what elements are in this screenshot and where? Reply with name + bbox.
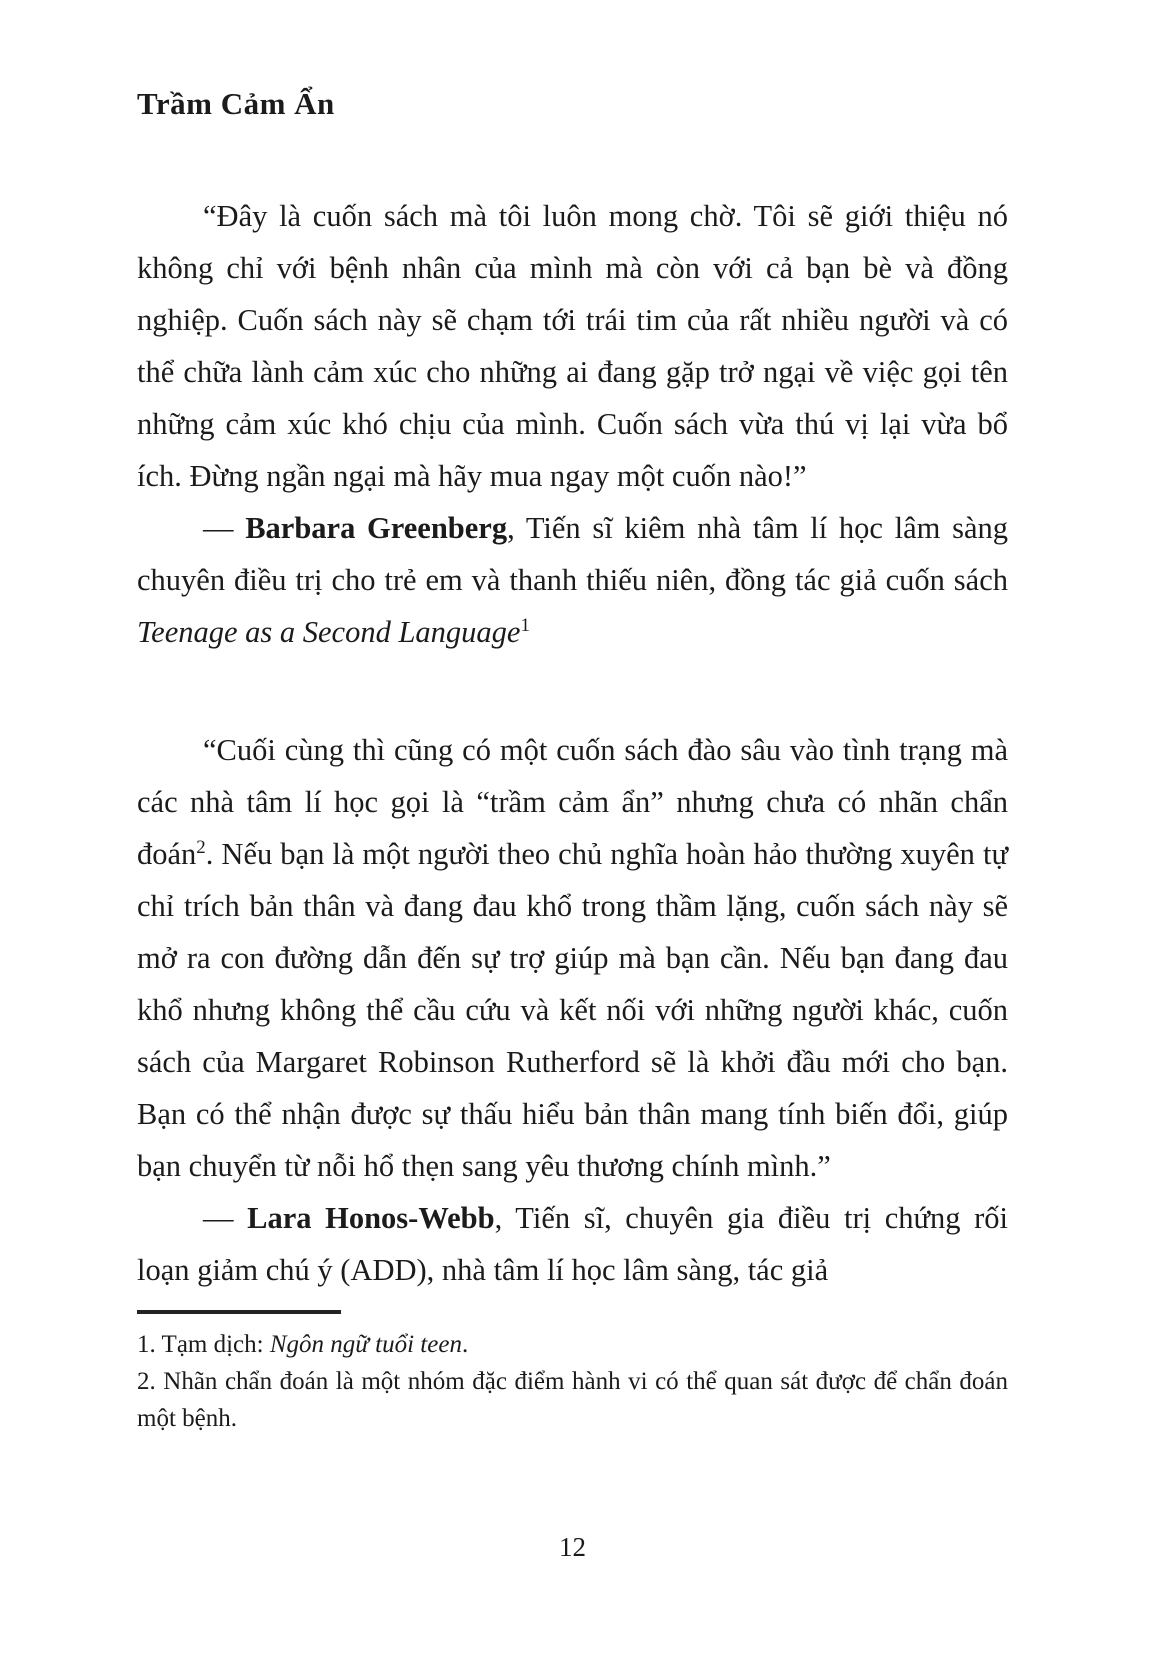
quote-2-text-part2: . Nếu bạn là một người theo chủ nghĩa hoàn hảo thường xuyên tự chỉ trích bản thân và đang đau khổ trong thầm lặng, cuốn sách này sẽ mở ra con đường dẫn đến sự trợ giúp mà bạn cần. Nếu bạn đang đau khổ nhưng không thể cầu cứu và kết nối với những người khác, cuốn sách của Margaret Robinson Rutherford sẽ là khởi đầu mới cho bạn. Bạn có thể nhận được sự thấu hiểu bản thân mang tính biến đổi, giúp bạn chuyển từ nỗi hổ thẹn sang yêu thương chính mình.” — [137, 837, 1008, 1183]
endorsement-quote-2 — [137, 724, 1008, 1192]
attribution-1-author-name: Barbara Greenberg — [245, 511, 508, 545]
quote-2-text-part1: “Cuối cùng thì cũng có một cuốn sách đào sâu vào tình trạng mà các nhà tâm lí học gọi là “trầm cảm ẩn” nhưng chưa có nhãn chẩn đoán — [137, 733, 1008, 871]
page-number: 12 — [559, 1532, 586, 1562]
footnote-1 — [137, 1326, 1008, 1363]
attribution-1-dash: — — [203, 511, 246, 545]
attribution-2-dash: — — [203, 1201, 248, 1235]
footnote-1-prefix: 1. Tạm dịch: — [137, 1331, 270, 1358]
footnote-2 — [137, 1363, 1008, 1437]
attribution-2-author-role: , Tiến sĩ, chuyên gia điều trị chứng rối loạn giảm chú ý (ADD), nhà tâm lí học lâm sàng, tác giả — [137, 1201, 1009, 1287]
endorsement-quote-1 — [137, 190, 1008, 502]
footnote-reference-1: 1 — [520, 614, 530, 636]
attribution-2 — [137, 1192, 1008, 1296]
attribution-1-book-title: Teenage as a Second Language — [137, 615, 521, 649]
attribution-1 — [137, 502, 1008, 658]
attribution-2-author-name: Lara Honos-Webb — [247, 1201, 495, 1235]
attribution-1-author-role: , Tiến sĩ kiêm nhà tâm lí học lâm sàng chuyên điều trị cho trẻ em và thanh thiếu niên, đồng tác giả cuốn sách — [137, 511, 1009, 597]
footnote-separator-rule — [137, 1310, 341, 1314]
page-content — [137, 0, 1008, 1437]
quote-1-text: “Đây là cuốn sách mà tôi luôn mong chờ. Tôi sẽ giới thiệu nó không chỉ với bệnh nhân của mình mà còn với cả bạn bè và đồng nghiệp. Cuốn sách này sẽ chạm tới trái tim của rất nhiều người và có thể chữa lành cảm xúc cho những ai đang gặp trở ngại về việc gọi tên những cảm xúc khó chịu của mình. Cuốn sách vừa thú vị lại vừa bổ ích. Đừng ngần ngại mà hãy mua ngay một cuốn nào!” — [137, 199, 1008, 493]
footnote-1-book-title: Ngôn ngữ tuổi teen — [269, 1331, 462, 1358]
running-head-title: Trầm Cảm Ẩn — [137, 86, 335, 121]
footnote-1-suffix: . — [461, 1331, 469, 1358]
footnote-reference-2: 2 — [196, 836, 206, 858]
footnote-2-text: 2. Nhãn chẩn đoán là một nhóm đặc điểm hành vi có thể quan sát được để chẩn đoán một bệnh. — [137, 1368, 1008, 1432]
